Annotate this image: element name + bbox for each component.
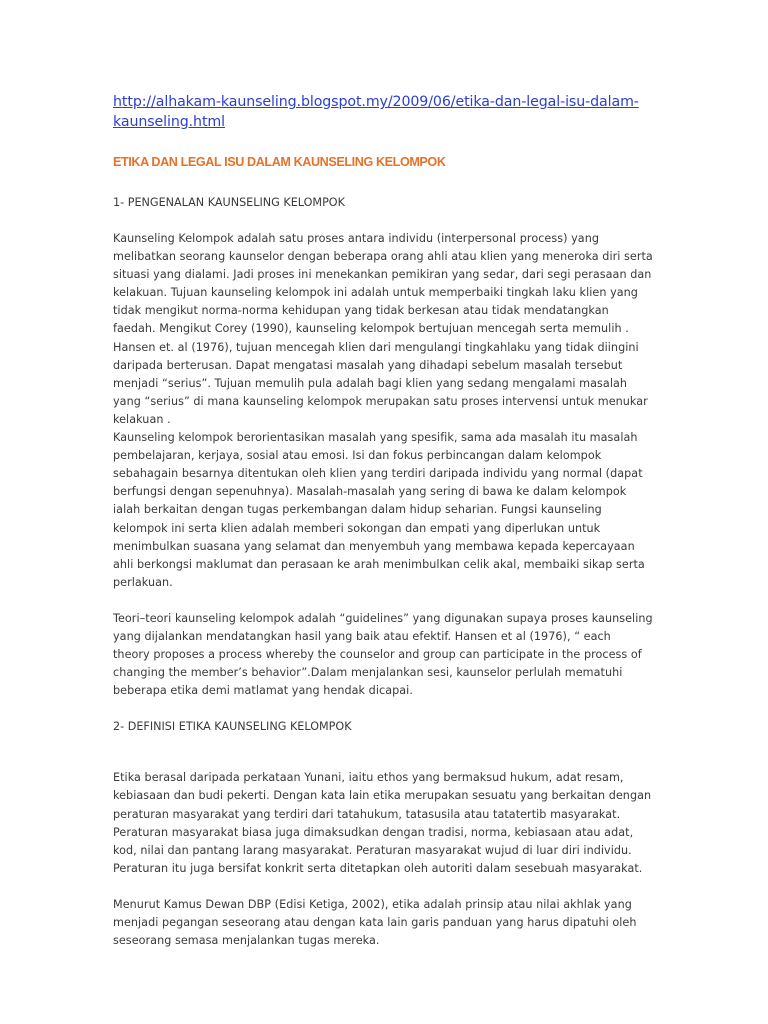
source-url-line-2[interactable]: kaunseling.html: [113, 114, 225, 130]
text-line: yang dijalankan mendatangkan hasil yang baik atau efektif. Hansen et al (1976), “ each: [113, 629, 611, 643]
text-line: yang “serius” di mana kaunseling kelompok merupakan satu proses intervensi untuk menukar: [113, 394, 648, 408]
source-url-link[interactable]: [113, 92, 658, 132]
text-line: Etika berasal daripada perkataan Yunani, iaitu ethos yang bermaksud hukum, adat resam,: [113, 771, 624, 785]
text-line: Kaunseling Kelompok adalah satu proses antara individu (interpersonal process) yang: [113, 232, 599, 245]
text-line: situasi yang dialami. Jadi proses ini menekankan pemikiran yang sedar, dari segi perasaan dan: [113, 268, 652, 282]
text-line: kebiasaan dan budi pekerti. Dengan kata lain etika merupakan sesuatu yang berkaitan dengan: [113, 789, 652, 803]
section-1-heading: 1- PENGENALAN KAUNSELING KELOMPOK: [113, 196, 345, 209]
source-url-line-1[interactable]: http://alhakam-kaunseling.blogspot.my/2009/06/etika-dan-legal-isu-dalam-: [113, 94, 639, 110]
text-line: daripada berterusan. Dapat mengatasi masalah yang dihadapi sebelum masalah tersebut: [113, 358, 623, 372]
text-line: peraturan masyarakat yang terdiri dari tatahukum, tatasusila atau tatatertib masyarakat.: [113, 807, 621, 821]
text-line: Kaunseling kelompok berorientasikan masalah yang spesifik, sama ada masalah itu masalah: [113, 431, 638, 445]
text-line: menjadi pegangan seseorang atau dengan kata lain garis panduan yang harus dipatuhi oleh: [113, 916, 637, 929]
section-1-paragraph-1: [113, 230, 658, 592]
text-line: Hansen et. al (1976), tujuan mencegah klien dari mengulangi tingkahlaku yang tidak diingini: [113, 340, 639, 354]
text-line: berfungsi dengan sepenuhnya). Masalah-masalah yang sering di bawa ke dalam kelompok: [113, 485, 627, 499]
text-line: kelakuan. Tujuan kaunseling kelompok ini adalah untuk memperbaiki tingkah laku klien yang: [113, 286, 638, 300]
text-line: theory proposes a process whereby the counselor and group can participate in the process of: [113, 648, 642, 662]
text-line: ahli berkongsi maklumat dan perasaan ke arah menimbulkan celik akal, membaiki sikap serta: [113, 557, 645, 571]
document-content: [113, 92, 658, 950]
text-line: pembelajaran, kerjaya, sosial atau emosi. Isi dan fokus perbincangan dalam kelompok: [113, 449, 602, 463]
text-line: Teori–teori kaunseling kelompok adalah “guidelines” yang digunakan supaya proses kaunseling: [113, 611, 653, 625]
text-line: menimbulkan suasana yang selamat dan menyembuh yang membawa kepada kepercayaan: [113, 539, 635, 553]
text-line: ialah berkaitan dengan tugas perkembangan dalam hidup seharian. Fungsi kaunseling: [113, 503, 602, 517]
document-title: ETIKA DAN LEGAL ISU DALAM KAUNSELING KELOMPOK: [113, 155, 446, 169]
text-line: Peraturan masyarakat biasa juga dimaksudkan dengan tradisi, norma, kebiasaan atau adat,: [113, 825, 634, 839]
text-line: beberapa etika demi matlamat yang hendak dicapai.: [113, 684, 413, 698]
text-line: faedah. Mengikut Corey (1990), kaunseling kelompok bertujuan mencegah serta memulih .: [113, 322, 629, 336]
text-line: kod, nilai dan pantang larang masyarakat. Peraturan masyarakat wujud di luar diri individu.: [113, 843, 632, 857]
text-line: melibatkan seorang kaunselor dengan beberapa orang ahli atau klien yang meneroka diri serta: [113, 250, 653, 264]
text-line: kelompok ini serta klien adalah memberi sokongan dan empati yang diperlukan untuk: [113, 521, 601, 535]
text-line: perlakuan.: [113, 575, 173, 589]
text-line: Menurut Kamus Dewan DBP (Edisi Ketiga, 2002), etika adalah prinsip atau nilai akhlak yang: [113, 897, 632, 911]
section-2-heading: 2- DEFINISI ETIKA KAUNSELING KELOMPOK: [113, 720, 352, 734]
section-1-paragraph-2: [113, 610, 658, 700]
text-line: seseorang semasa menjalankan tugas mereka.: [113, 934, 380, 948]
text-line: sebahagain besarnya ditentukan oleh klien yang terdiri daripada individu yang normal (dapat: [113, 467, 643, 481]
text-line: changing the member’s behavior”.Dalam menjalankan sesi, kaunselor perlulah mematuhi: [113, 666, 623, 680]
section-2-paragraph-2: [113, 896, 658, 950]
text-line: Peraturan itu juga bersifat konkrit serta ditetapkan oleh autoriti dalam sesebuah masyarakat.: [113, 861, 643, 875]
text-line: menjadi “serius”. Tujuan memulih pula adalah bagi klien yang sedang mengalami masalah: [113, 376, 628, 390]
text-line: tidak mengikut norma-norma kehidupan yang tidak berkesan atau tidak mendatangkan: [113, 304, 609, 318]
section-2-paragraph-1: [113, 769, 658, 878]
text-line: kelakuan .: [113, 412, 171, 426]
